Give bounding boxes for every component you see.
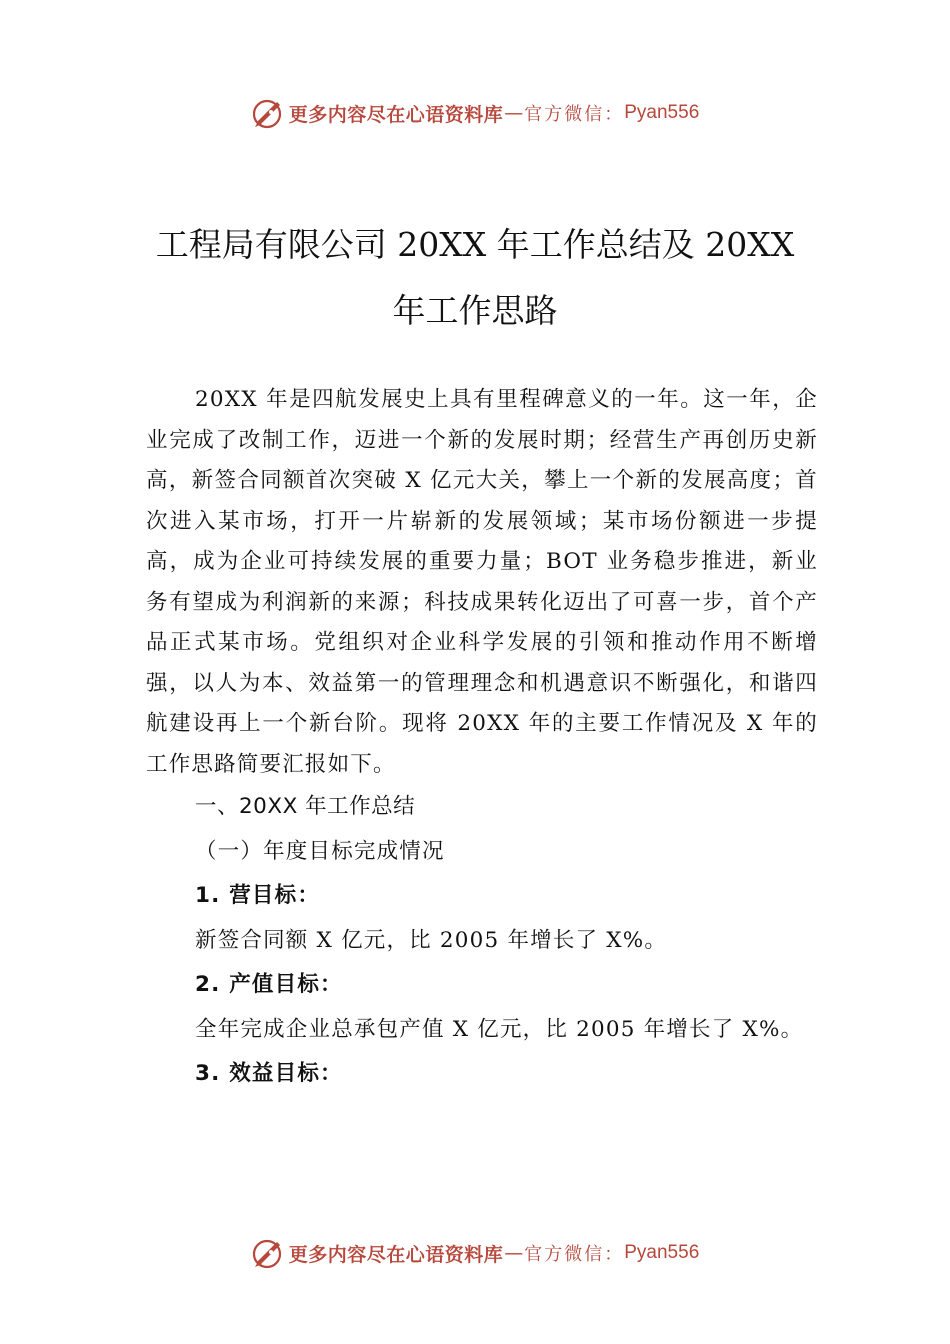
item-2-label: 2. 产值目标： xyxy=(195,972,343,997)
item-1-label: 1. 营目标： xyxy=(195,883,321,908)
watermark-sub-text: 官方微信： xyxy=(524,1244,625,1265)
watermark-separator: — xyxy=(504,1242,524,1264)
title-line-2: 年工作思路 xyxy=(392,291,558,330)
title-line-1: 工程局有限公司 20XX 年工作总结及 20XX xyxy=(155,225,795,264)
section-heading: 一、20XX 年工作总结 xyxy=(195,794,416,819)
watermark-wechat-id: Pyan556 xyxy=(624,102,700,123)
watermark-wechat-id: Pyan556 xyxy=(624,1242,700,1263)
document-body xyxy=(146,380,818,1095)
quill-logo-icon xyxy=(251,96,285,130)
quill-logo-icon xyxy=(251,1236,285,1270)
watermark-main-text: 更多内容尽在心语资料库 xyxy=(288,103,504,126)
watermark-banner-bottom xyxy=(0,1233,950,1273)
watermark-banner-top xyxy=(0,93,950,133)
watermark-separator: — xyxy=(504,102,524,124)
subsection-heading: （一）年度目标完成情况 xyxy=(195,838,445,864)
item-2-text: 全年完成企业总承包产值 X 亿元，比 2005 年增长了 X%。 xyxy=(195,1016,804,1042)
watermark-sub-text: 官方微信： xyxy=(524,104,625,125)
item-3-label: 3. 效益目标： xyxy=(195,1061,343,1086)
document-title xyxy=(130,212,820,344)
intro-paragraph: 20XX 年是四航发展史上具有里程碑意义的一年。这一年，企业完成了改制工作，迈进一个新的发展时期；经营生产再创历史新高，新签合同额首次突破 X 亿元大关，攀上一个新的发展高度；首次进入某市场，打开一片崭新的发展领域；某市场份额进一步提高，成为企业可持续发展的重要力量；BOT 业务稳步推进，新业务有望成为利润新的来源；科技成果转化迈出了可喜一步，首个产品正式某市场。党组织对企业科学发展的引领和推动作用不断增强，以人为本、效益第一的管理理念和机遇意识不断强化，和谐四航建设再上一个新台阶。现将 20XX 年的主要工作情况及 X 年的工作思路简要汇报如下。 xyxy=(146,387,818,777)
watermark-main-text: 更多内容尽在心语资料库 xyxy=(288,1243,504,1266)
item-1-text: 新签合同额 X 亿元，比 2005 年增长了 X%。 xyxy=(195,927,668,953)
